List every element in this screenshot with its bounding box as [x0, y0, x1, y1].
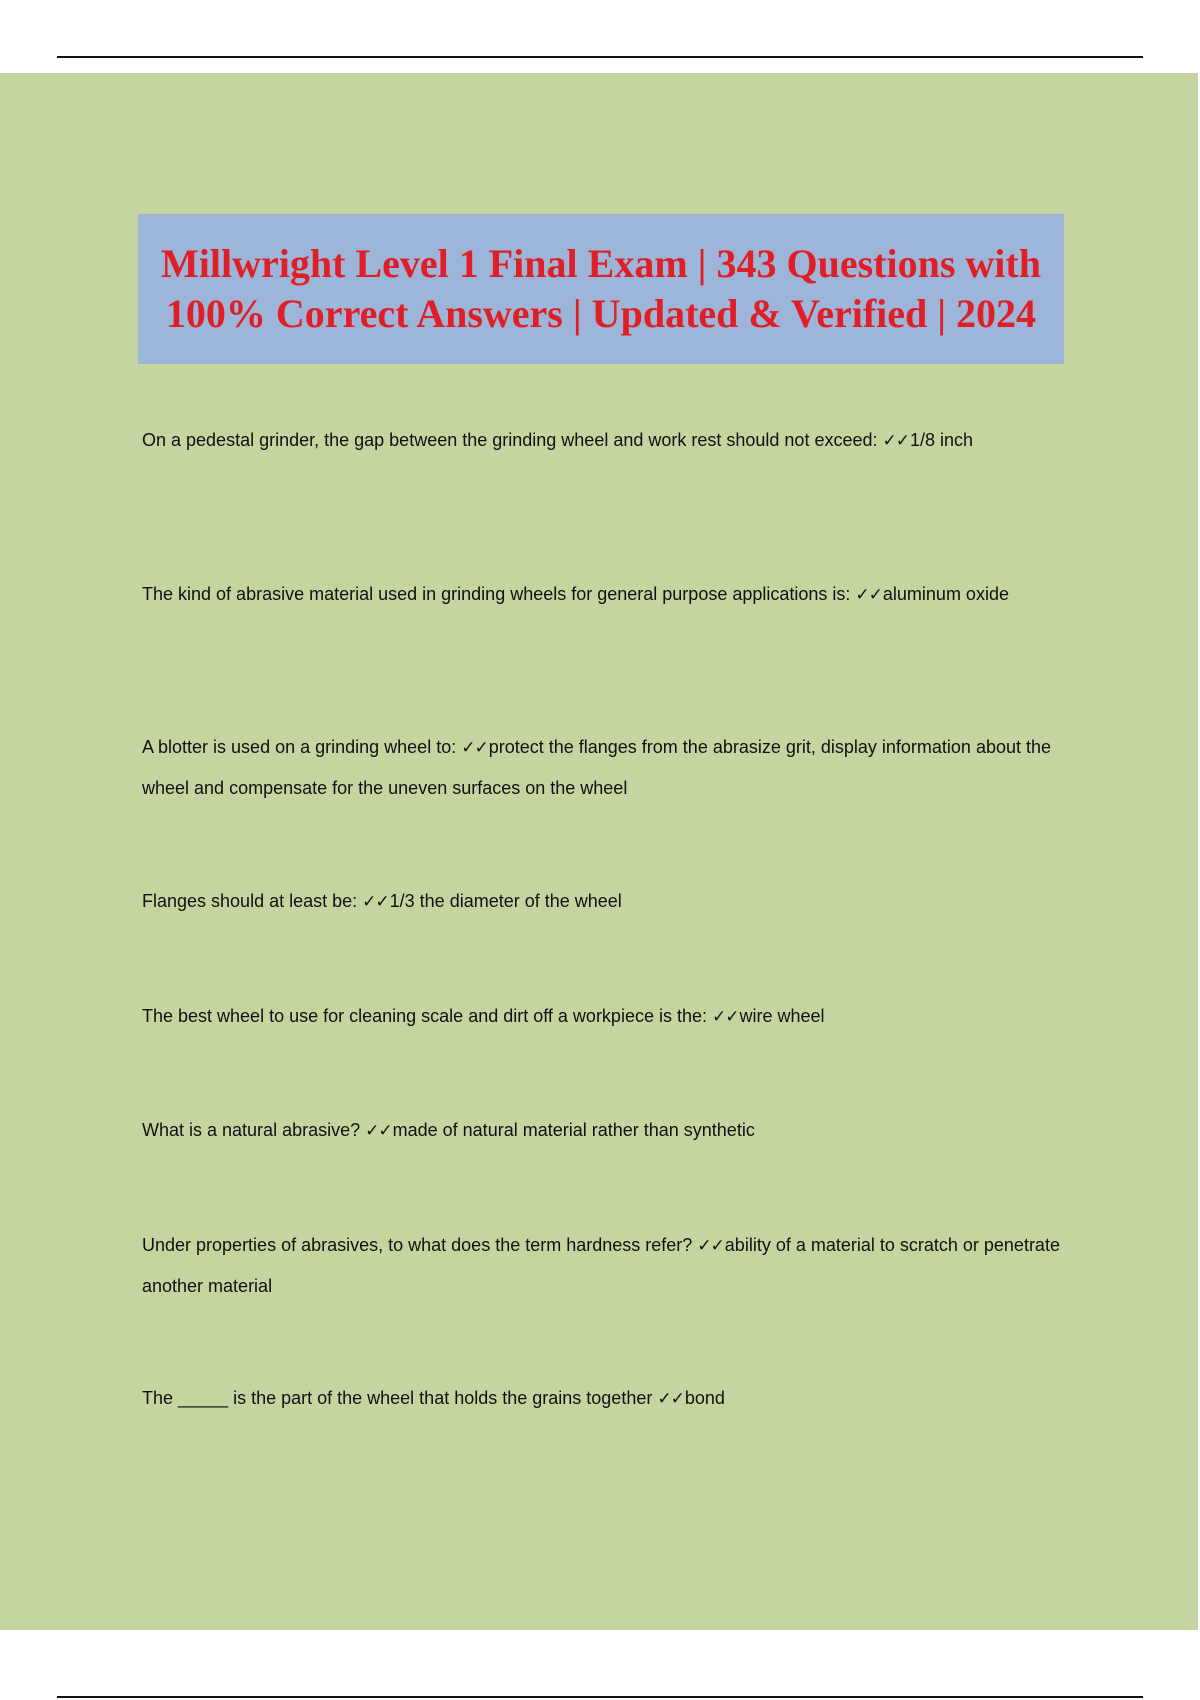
question-text: A blotter is used on a grinding wheel to: — [142, 737, 462, 757]
question-item — [142, 1378, 1062, 1419]
check-icon: ✓✓ — [855, 585, 882, 605]
answer-text: protect the flanges from the abrasize grit, display information about the wheel and compensate for the uneven surfaces on the wheel — [142, 737, 1052, 798]
answer-text: aluminum oxide — [882, 584, 1009, 604]
answer-text: 1/8 inch — [910, 430, 974, 450]
question-item — [142, 1225, 1062, 1306]
answer-text: made of natural material rather than synthetic — [392, 1120, 755, 1140]
check-icon: ✓✓ — [362, 892, 389, 912]
check-icon: ✓✓ — [697, 1236, 724, 1256]
question-item — [142, 996, 1062, 1037]
question-text: The best wheel to use for cleaning scale and dirt off a workpiece is the: — [142, 1006, 712, 1026]
bottom-rule — [57, 1696, 1143, 1698]
question-item — [142, 574, 1062, 615]
question-text: Flanges should at least be: — [142, 891, 363, 911]
question-item — [142, 881, 1062, 922]
top-rule — [57, 56, 1143, 58]
question-item — [142, 420, 1062, 461]
check-icon: ✓✓ — [657, 1389, 684, 1409]
check-icon: ✓✓ — [461, 738, 488, 758]
title-box — [138, 214, 1064, 364]
question-text: Under properties of abrasives, to what does the term hardness refer? — [142, 1235, 698, 1255]
answer-text: wire wheel — [739, 1006, 825, 1026]
question-text: On a pedestal grinder, the gap between the grinding wheel and work rest should not exceed: — [142, 430, 883, 450]
question-text: The kind of abrasive material used in grinding wheels for general purpose applications is: — [142, 584, 856, 604]
check-icon: ✓✓ — [365, 1121, 392, 1141]
question-text: What is a natural abrasive? — [142, 1120, 366, 1140]
answer-text: bond — [684, 1388, 725, 1408]
answer-text: ability of a material to scratch or penetrate another material — [142, 1235, 1060, 1296]
question-text: The _____ is the part of the wheel that holds the grains together — [142, 1388, 658, 1408]
answer-text: 1/3 the diameter of the wheel — [389, 891, 622, 911]
question-item — [142, 727, 1062, 808]
question-item — [142, 1110, 1062, 1151]
check-icon: ✓✓ — [882, 431, 909, 451]
check-icon: ✓✓ — [712, 1007, 739, 1027]
document-title: Millwright Level 1 Final Exam | 343 Questions with 100% Correct Answers | Updated & Verified | 2024 — [161, 241, 1041, 336]
